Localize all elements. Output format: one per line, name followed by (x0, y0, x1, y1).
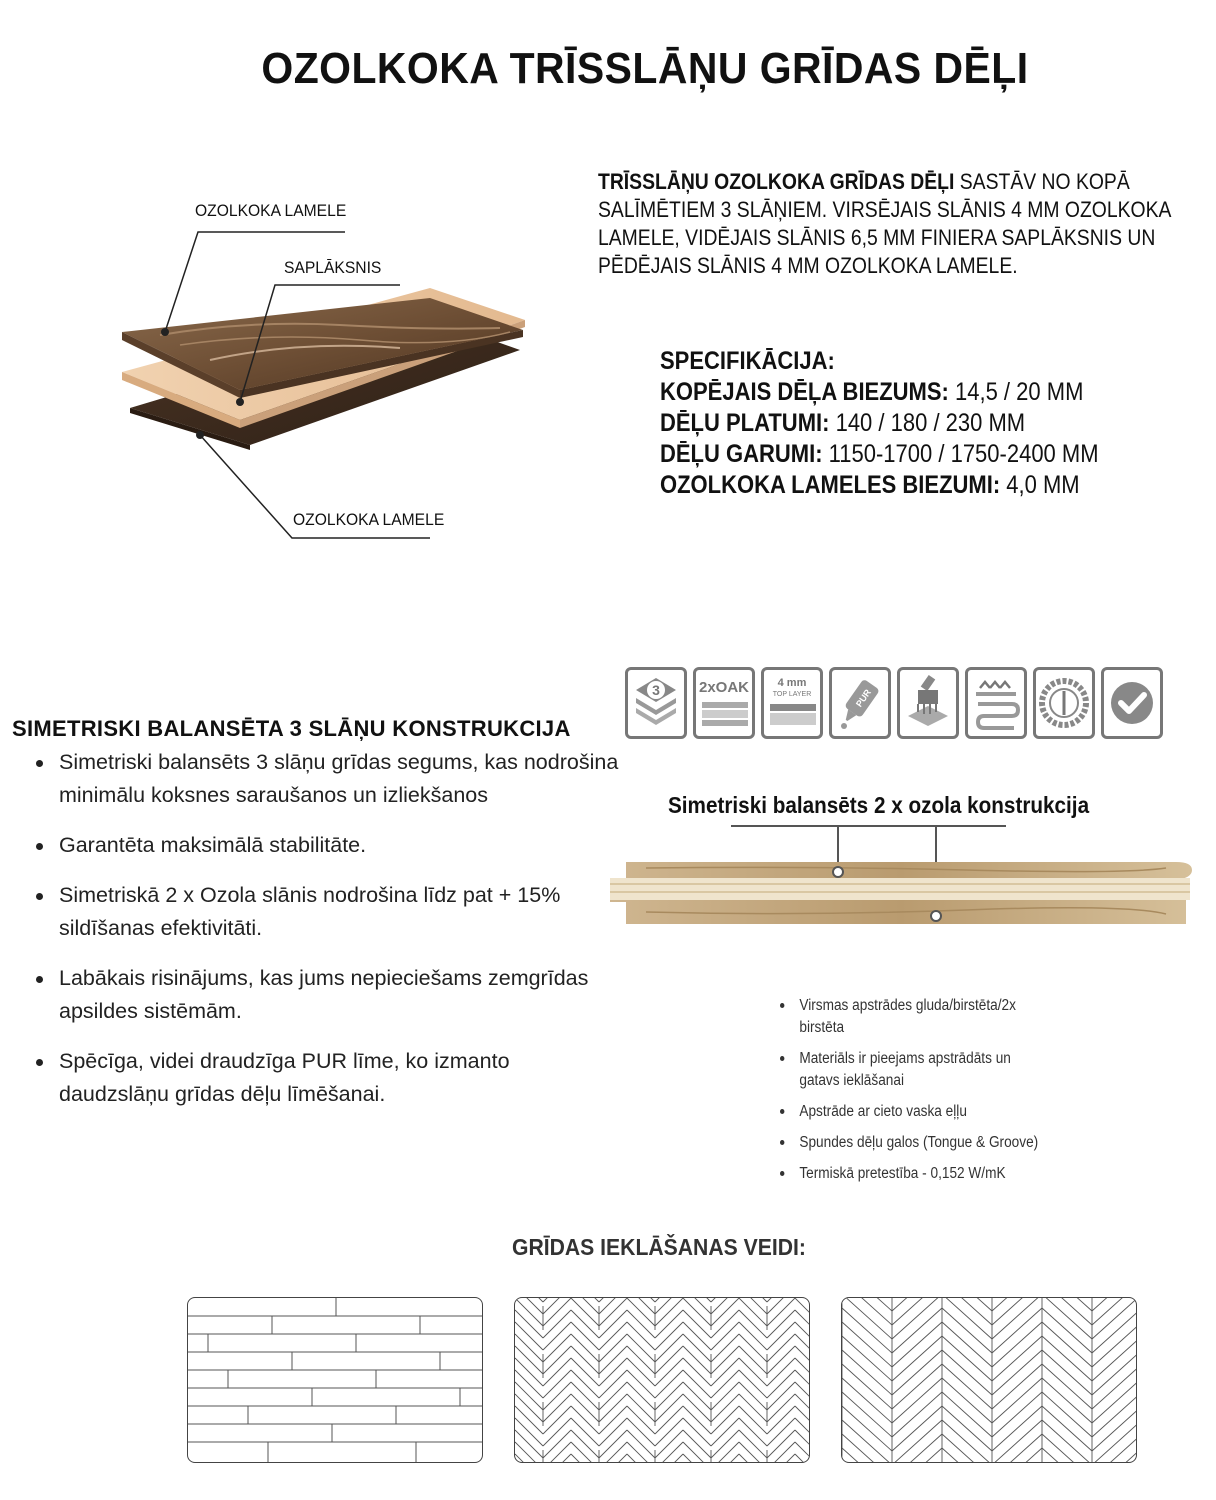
list-item: Spēcīga, videi draudzīga PUR līme, ko izmanto daudzslāņu grīdas dēļu līmēšanai. (30, 1045, 620, 1111)
page-title: OZOLKOKA TRĪSSLĀŅU GRĪDAS DĒĻI (261, 44, 1029, 93)
spec-row-widths (660, 408, 1170, 439)
spec-label: DĒĻU PLATUMI: (660, 409, 830, 437)
board-cross-section (606, 822, 1196, 932)
label-oak-lamella-bottom: OZOLKOKA LAMELE (293, 510, 445, 529)
list-item: Simetriski balansēts 3 slāņu grīdas segums, kas nodrošina minimālu koksnes saraušanos un izliekšanos (30, 746, 620, 812)
spec-value: 4,0 MM (1000, 471, 1080, 499)
spec-value: 140 / 180 / 230 MM (829, 409, 1026, 437)
underfloor-heating-icon (965, 667, 1027, 739)
check-icon (1101, 667, 1163, 739)
layer-diagram (100, 190, 580, 550)
herringbone-pattern-illustration (515, 1298, 810, 1463)
spec-row-lengths (660, 439, 1170, 470)
chevron-pattern-illustration (842, 1298, 1137, 1463)
svg-text:4 mm: 4 mm (777, 677, 807, 689)
svg-text:3: 3 (652, 682, 660, 698)
description-lead: TRĪSSLĀŅU OZOLKOKA GRĪDAS DĒĻI (598, 169, 955, 194)
list-item: Simetriskā 2 x Ozola slānis nodrošina līdz pat + 15% sildīšanas efektivitāti. (30, 879, 620, 945)
two-oak-icon (693, 667, 755, 739)
product-features-list (780, 995, 1044, 1194)
svg-text:TOP LAYER: TOP LAYER (772, 691, 812, 698)
list-item: Virsmas apstrādes gluda/birstēta/2x birstēta (780, 995, 1044, 1039)
label-oak-lamella-top: OZOLKOKA LAMELE (195, 201, 347, 220)
herringbone-pattern (514, 1297, 810, 1463)
installation-types-title: GRĪDAS IEKLĀŠANAS VEIDI: (512, 1234, 806, 1260)
product-description (598, 168, 1196, 280)
svg-text:PUR: PUR (853, 687, 873, 709)
layer-diagram-illustration (100, 190, 580, 550)
plank-pattern (187, 1297, 483, 1463)
cross-section-heading: Simetriski balansēts 2 x ozola konstrukcija (668, 792, 1090, 818)
chevron-pattern (841, 1297, 1137, 1463)
description-text: SASTĀV NO KOPĀ SALĪMĒTIEM 3 SLĀŅIEM. VIRSĒJAIS SLĀNIS 4 MM OZOLKOKA LAMELE, VIDĒJAIS SLĀNIS 6,5 MM FINIERA SAPLĀKSNIS UN PĒDĒJAIS SLĀNIS 4 MM OZOLKOKA LAMELE. (598, 169, 1171, 278)
spec-heading: SPECIFIKĀCIJA: (660, 347, 835, 375)
svg-text:2xOAK: 2xOAK (698, 679, 750, 696)
construction-benefits-list (30, 746, 620, 1128)
list-item: Garantēta maksimālā stabilitāte. (30, 829, 620, 862)
feature-icons (625, 667, 1163, 739)
stability-dial-icon (1033, 667, 1095, 739)
spec-row-lamella-thickness (660, 470, 1170, 501)
top-layer-icon (761, 667, 823, 739)
spec-label: OZOLKOKA LAMELES BIEZUMI: (660, 471, 1001, 499)
pur-glue-icon (829, 667, 891, 739)
spec-label: KOPĒJAIS DĒĻA BIEZUMS: (660, 378, 949, 406)
brush-finish-icon (897, 667, 959, 739)
specification (660, 346, 1170, 501)
spec-value: 1150-1700 / 1750-2400 MM (822, 440, 1099, 468)
label-plywood: SAPLĀKSNIS (284, 258, 382, 277)
list-item: Materiāls ir pieejams apstrādāts un gatavs ieklāšanai (780, 1048, 1044, 1092)
list-item: Apstrāde ar cieto vaska eļļu (780, 1101, 1044, 1123)
spec-label: DĒĻU GARUMI: (660, 440, 823, 468)
list-item: Termiskā pretestība - 0,152 W/mK (780, 1163, 1044, 1185)
list-item: Labākais risinājums, kas jums nepieciešams zemgrīdas apsildes sistēmām. (30, 962, 620, 1028)
spec-row-thickness (660, 377, 1170, 408)
board-cross-section-illustration (606, 822, 1196, 932)
balanced-construction-heading: SIMETRISKI BALANSĒTA 3 SLĀŅU KONSTRUKCIJA (12, 716, 571, 741)
three-layers-icon (625, 667, 687, 739)
spec-value: 14,5 / 20 MM (948, 378, 1084, 406)
list-item: Spundes dēļu galos (Tongue & Groove) (780, 1132, 1044, 1154)
